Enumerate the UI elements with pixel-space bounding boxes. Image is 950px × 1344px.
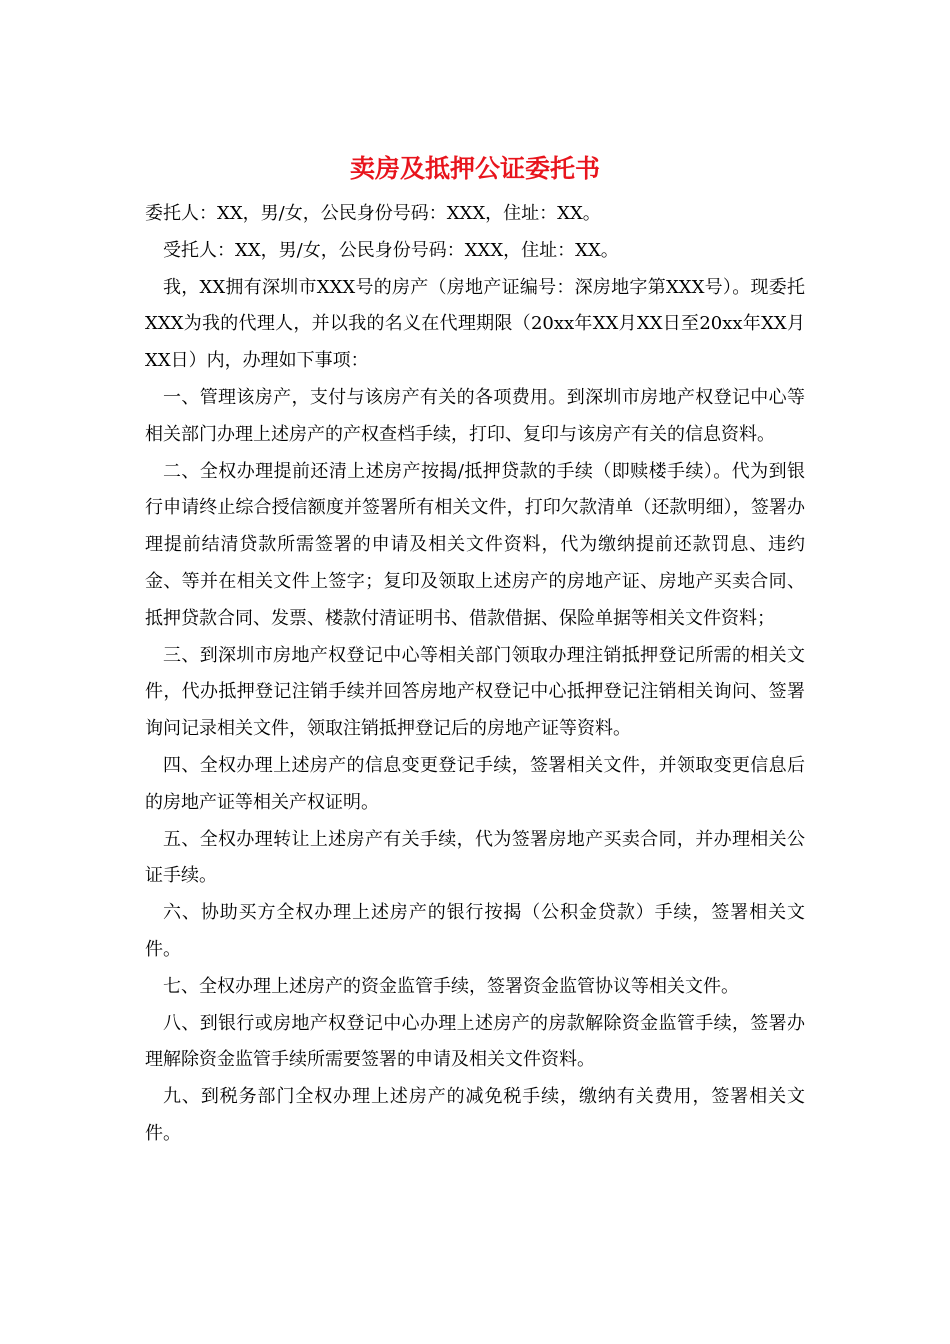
authorized-item-1: 一、管理该房产，支付与该房产有关的各项费用。到深圳市房地产权登记中心等相关部门办理上述房产的产权查档手续，打印、复印与该房产有关的信息资料。 bbox=[145, 386, 805, 445]
authorized-item-9: 九、到税务部门全权办理上述房产的减免税手续，缴纳有关费用，签署相关文件。 bbox=[145, 1086, 805, 1144]
authorized-item-5: 五、全权办理转让上述房产有关手续，代为签署房地产买卖合同，并办理相关公证手续。 bbox=[145, 828, 805, 887]
authorized-item-4: 四、全权办理上述房产的信息变更登记手续，签署相关文件，并领取变更信息后的房地产证等相关产权证明。 bbox=[145, 754, 805, 813]
document-title: 卖房及抵押公证委托书 bbox=[349, 154, 600, 183]
principal-line: 委托人：XX，男/女，公民身份号码：XXX，住址：XX。 bbox=[145, 203, 601, 224]
authorized-item-2: 二、全权办理提前还清上述房产按揭/抵押贷款的手续（即赎楼手续）。代为到银行申请终止综合授信额度并签署所有相关文件，打印欠款清单（还款明细），签署办理提前结清贷款所需签署的申请及相关文件资料，代为缴纳提前还款罚息、违约金、等并在相关文件上签字；复印及领取上述房产的房地产证、房地产买卖合同、抵押贷款合同、发票、楼款付清证明书、借款借据、保险单据等相关文件资料； bbox=[145, 460, 805, 629]
authorized-item-3: 三、到深圳市房地产权登记中心等相关部门领取办理注销抵押登记所需的相关文件，代办抵押登记注销手续并回答房地产权登记中心抵押登记注销相关询问、签署询问记录相关文件，领取注销抵押登记后的房地产证等资料。 bbox=[145, 644, 805, 740]
agent-line: 受托人：XX，男/女，公民身份号码：XXX，住址：XX。 bbox=[163, 239, 619, 261]
authorized-item-8: 八、到银行或房地产权登记中心办理上述房产的房款解除资金监管手续，签署办理解除资金监管手续所需要签署的申请及相关文件资料。 bbox=[145, 1012, 805, 1071]
document-body bbox=[145, 196, 805, 1153]
authorized-item-7: 七、全权办理上述房产的资金监管手续，签署资金监管协议等相关文件。 bbox=[163, 975, 739, 997]
authorized-item-6: 六、协助买方全权办理上述房产的银行按揭（公积金贷款）手续，签署相关文件。 bbox=[145, 902, 805, 960]
intro-paragraph: 我，XX拥有深圳市XXX号的房产（房地产证编号：深房地字第XXX号）。现委托XXX为我的代理人，并以我的名义在代理期限（20xx年XX月XX日至20xx年XX月XX日）内，办理如下事项： bbox=[145, 276, 805, 372]
